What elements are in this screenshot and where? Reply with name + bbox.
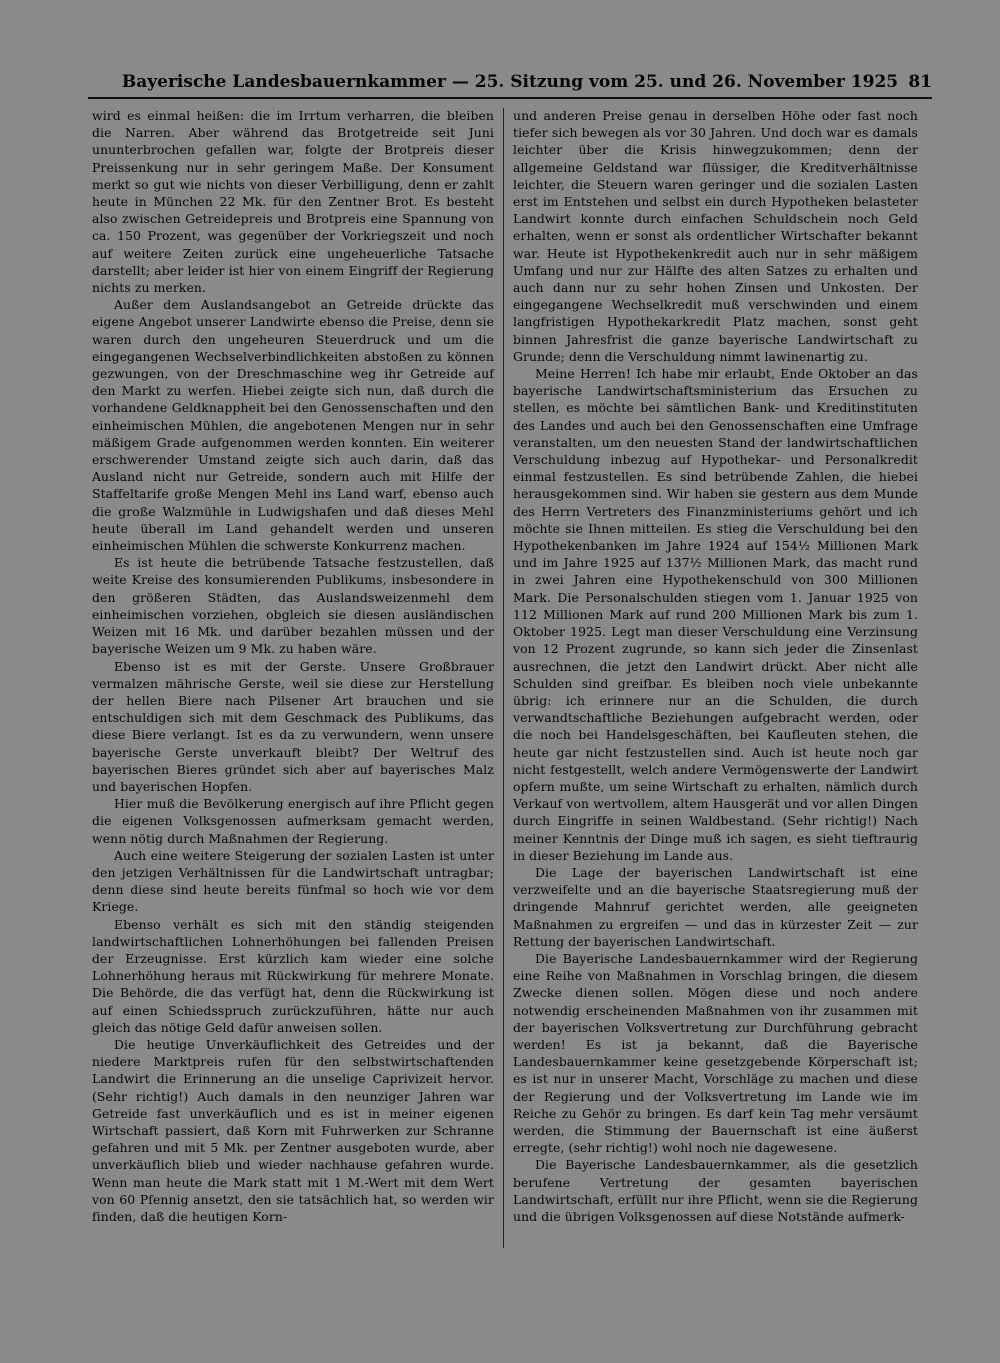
header-rule (88, 97, 932, 99)
paragraph: Die heutige Unverkäuflichkeit des Getreides und der niedere Marktpreis rufen für den selbstwirtschaftenden Landwirt die Erinnerung an die unselige Caprivizeit hervor. (Sehr richtig!) Auch damals in den neunziger Jahren war Getreide fast unverkäuflich und es ist in meiner eigenen Wirtschaft passiert, daß Korn mit Fuhrwerken zur Schranne gefahren und mit 5 Mk. per Zentner ausgeboten wurde, aber unverkäuflich blieb und wieder nachhause gefahren wurde. Wenn man heute die Mark statt mit 1 M.-Wert mit dem Wert von 60 Pfennig ansetzt, den sie tatsächlich hat, so werden wir finden, daß die heutigen Korn- (92, 1036, 494, 1224)
header-title: Bayerische Landesbauernkammer — 25. Sitzung vom 25. und 26. November 1925 (121, 72, 899, 92)
paragraph: Meine Herren! Ich habe mir erlaubt, Ende Oktober an das bayerische Landwirtschaftsministerium das Ersuchen zu stellen, es möchte bei sämtlichen Bank- und Kreditinstituten des Landes und auch bei den Genossenschaften eine Umfrage veranstalten, um den neuesten Stand der landwirtschaftlichen Verschuldung inbezug auf Hypothekar- und Personalkredit einmal festzustellen. Es sind betrübende Zahlen, die hiebei herausgekommen sind. Wir haben sie gestern aus dem Munde des Herrn Vertreters des Finanzministeriums gehört und ich möchte sie Ihnen mitteilen. Es stieg die Verschuldung bei den Hypothekenbanken im Jahre 1924 auf 154½ Millionen Mark und im Jahre 1925 auf 137½ Millionen Mark, das macht rund in zwei Jahren eine Hypothekenschuld von 300 Millionen Mark. Die Personalschulden stiegen vom 1. Januar 1925 von 112 Millionen Mark auf rund 200 Millionen Mark bis zum 1. Oktober 1925. Legt man dieser Verschuldung eine Verzinsung von 12 Prozent zugrunde, so kann sich jeder die Zinsenlast ausrechnen, die jetzt den Landwirt drückt. Aber nicht alle Schulden sind greifbar. Es bleiben noch viele unbekannte übrig: ich erinnere nur an die Schulden, die durch verwandtschaftliche Beziehungen aufgebracht werden, oder die noch bei Handelsgeschäften, bei Kaufleuten stehen, die heute gar nicht festzustellen sind. Auch ist heute noch gar nicht festgestellt, welch andere Vermögenswerte der Landwirt opfern mußte, um seine Wirtschaft zu erhalten, nämlich durch Verkauf von wertvollem, altem Hausgerät und vor allen Dingen durch Eingriffe in seinen Waldbestand. (Sehr richtig!) Nach meiner Kenntnis der Dinge muß ich sagen, es sieht tieftraurig in dieser Beziehung im Lande aus. (513, 366, 918, 863)
column-divider (503, 108, 504, 1248)
paragraph: Auch eine weitere Steigerung der sozialen Lasten ist unter den jetzigen Verhältnissen für die Landwirtschaft untragbar; denn diese sind heute bereits fünfmal so hoch wie vor dem Kriege. (92, 847, 494, 915)
running-header (88, 70, 932, 96)
paragraph: Die Lage der bayerischen Landwirtschaft ist eine verzweifelte und an die bayerische Staatsregierung muß der dringende Mahnruf gerichtet werden, alle geeigneten Maßnahmen zu ergreifen — und das in kürzester Zeit — zur Rettung der bayerischen Landwirtschaft. (513, 864, 918, 949)
paragraph: Die Bayerische Landesbauernkammer wird der Regierung eine Reihe von Maßnahmen in Vorschlag bringen, die diesem Zwecke dienen sollen. Mögen diese und noch andere notwendig erscheinenden Maßnahmen von ihr zusammen mit der bayerischen Volksvertretung zur Durchführung gebracht werden! Es ist ja bekannt, daß die Bayerische Landesbauernkammer keine gesetzgebende Körperschaft ist; es ist nur in unserer Macht, Vorschläge zu machen und diese der Regierung und der Volksvertretung im Lande wie im Reiche zu Gehör zu bringen. Es darf kein Tag mehr versäumt werden, die Stimmung der Bauernschaft ist eine äußerst erregte, (sehr richtig!) wohl noch nie dagewesene. (513, 950, 918, 1156)
paragraph: Ebenso ist es mit der Gerste. Unsere Großbrauer vermalzen mährische Gerste, weil sie diese zur Herstellung der hellen Biere nach Pilsener Art brauchen und sie entschuldigen sich mit dem Geschmack des Publikums, das diese Biere verlangt. Ist es da zu verwundern, wenn unsere bayerische Gerste unverkauft bleibt? Der Weltruf des bayerischen Bieres gründet sich aber auf bayerisches Malz und bayerischen Hopfen. (92, 658, 494, 794)
paragraph: und anderen Preise genau in derselben Höhe oder fast noch tiefer sich bewegen als vor 30 Jahren. Und doch war es damals leichter über die Krisis hinwegzukommen; denn der allgemeine Geldstand war flüssiger, die Kreditverhältnisse leichter, die Steuern waren geringer und die sozialen Lasten erst im Entstehen und selbst ein durch Hypotheken belasteter Landwirt konnte durch einfachen Schuldschein noch Geld erhalten, wenn er sonst als ordentlicher Wirtschafter bekannt war. Heute ist Hypothekenkredit auch nur in sehr mäßigem Umfang und nur zur Hälfte des alten Satzes zu erhalten und auch dann nur zu sehr hohen Zinsen und Unkosten. Der eingegangene Wechselkredit muß verschwinden und einem langfristigen Hypothekarkredit Platz machen, sonst geht binnen Jahresfrist die ganze bayerische Landwirtschaft zu Grunde; denn die Verschuldung nimmt lawinenartig zu. (513, 108, 918, 364)
paragraph: Die Bayerische Landesbauernkammer, als die gesetzlich berufene Vertretung der gesamten bayerischen Landwirtschaft, erfüllt nur ihre Pflicht, wenn sie die Regierung und die übrigen Volksgenossen auf diese Notstände aufmerk- (513, 1157, 918, 1224)
left-column (92, 107, 494, 1225)
paragraph: Es ist heute die betrübende Tatsache festzustellen, daß weite Kreise des konsumierenden Publikums, insbesondere in den größeren Städten, das Auslandsweizenmehl dem einheimischen vorziehen, obgleich sie diesen ausländischen Weizen mit 16 Mk. und darüber bezahlen müssen und der bayerische Weizen um 9 Mk. zu haben wäre. (92, 555, 494, 657)
paragraph: Hier muß die Bevölkerung energisch auf ihre Pflicht gegen die eigenen Volksgenossen aufmerksam gemacht werden, wenn nötig durch Maßnahmen der Regierung. (92, 796, 494, 846)
paragraph: Ebenso verhält es sich mit den ständig steigenden landwirtschaftlichen Lohnerhöhungen bei fallenden Preisen der Erzeugnisse. Erst kürzlich kam wieder eine solche Lohnerhöhung heraus mit Rückwirkung für mehrere Monate. Die Behörde, die das verfügt hat, denn die Rückwirkung ist auf einen Schiedsspruch zurückzuführen, hätte nur auch gleich das nötige Geld dafür anweisen sollen. (92, 916, 494, 1035)
paragraph: Außer dem Auslandsangebot an Getreide drückte das eigene Angebot unserer Landwirte ebenso die Preise, denn sie waren durch den ungeheuren Steuerdruck und um die eingegangenen Wechselverbindlichkeiten abstoßen zu können gezwungen, von der Dreschmaschine weg ihr Getreide auf den Markt zu werfen. Hiebei zeigte sich nun, daß durch die vorhandene Geldknappheit bei den Genossenschaften und den einheimischen Mühlen, die angebotenen Mengen nur in sehr mäßigem Grade aufgenommen werden konnten. Ein weiterer erschwerender Umstand zeigte sich auch darin, daß das Ausland nicht nur Getreide, sondern auch mit Hilfe der Staffeltarife große Mengen Mehl ins Land warf, ebenso auch die große Walzmühle in Ludwigshafen und daß dieses Mehl heute überall im Land gehandelt werden und unseren einheimischen Mühlen die schwerste Konkurrenz machen. (92, 297, 494, 554)
page-number: 81 (908, 72, 932, 92)
paragraph: wird es einmal heißen: die im Irrtum verharren, die bleiben die Narren. Aber während das Brotgetreide seit Juni ununterbrochen gefallen war, folgte der Brotpreis dieser Preissenkung nur in sehr geringem Maße. Der Konsument merkt so gut wie nichts von dieser Verbilligung, denn er zahlt heute in München 22 Mk. für den Zentner Brot. Es besteht also zwischen Getreidepreis und Brotpreis eine Spannung von ca. 150 Prozent, was gegenüber der Vorkriegszeit und noch auf weitere Zeiten zurück eine ungeheuerliche Tatsache darstellt; aber leider ist hier von einem Eingriff der Regierung nichts zu merken. (92, 108, 494, 296)
right-column (513, 107, 918, 1225)
